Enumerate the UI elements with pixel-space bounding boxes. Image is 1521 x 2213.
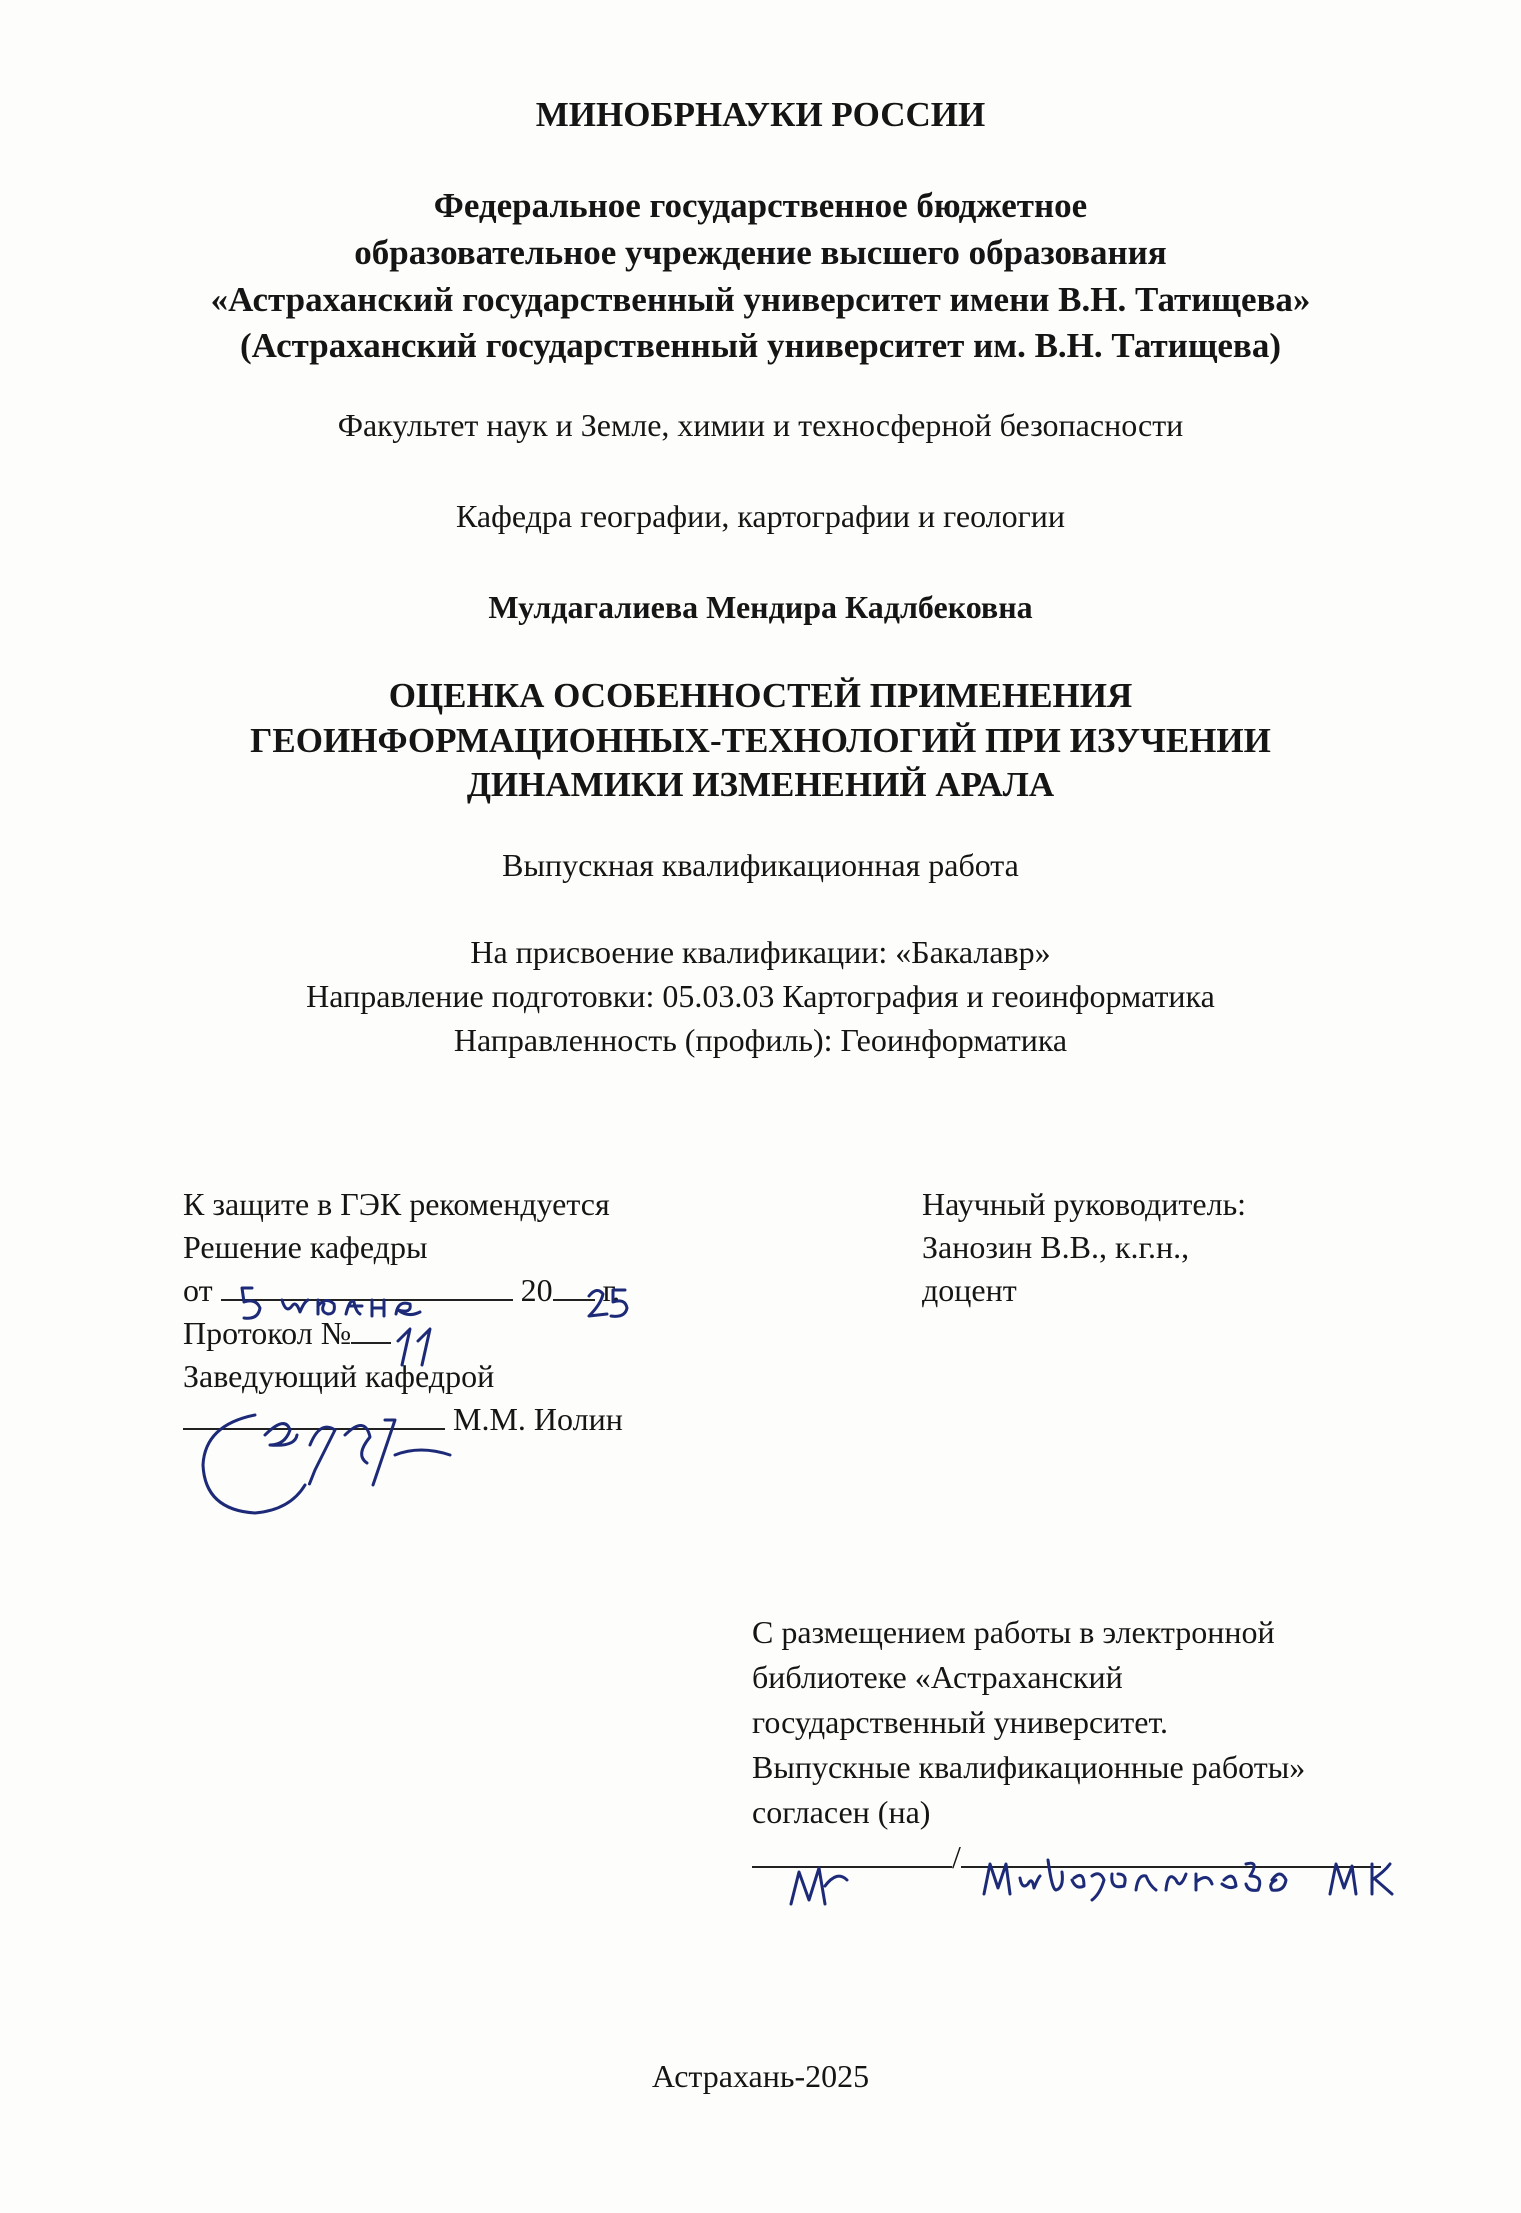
library-consent-line-2: библиотеке «Астраханский xyxy=(752,1659,1123,1695)
org-line-2: образовательное учреждение высшего образования xyxy=(354,233,1167,272)
library-signature-row xyxy=(752,1835,1381,1880)
date-from-prefix: от xyxy=(183,1272,213,1308)
thesis-title-line-1: ОЦЕНКА ОСОБЕННОСТЕЙ ПРИМЕНЕНИЯ xyxy=(388,676,1133,715)
head-signature-row xyxy=(183,1398,623,1441)
student-name-blank xyxy=(961,1836,1381,1868)
defense-recommended: К защите в ГЭК рекомендуется xyxy=(183,1186,610,1222)
author-name: Мулдагалиева Мендира Кадлбековна xyxy=(488,589,1033,625)
supervisor-block xyxy=(922,1183,1246,1312)
defense-decision: Решение кафедры xyxy=(183,1229,428,1265)
org-line-3: «Астраханский государственный университет имени В.Н. Татищева» xyxy=(210,280,1311,319)
qualification-direction: Направление подготовки: 05.03.03 Картография и геоинформатика xyxy=(306,978,1215,1014)
student-signature-blank xyxy=(752,1836,952,1868)
qualification-profile: Направленность (профиль): Геоинформатика xyxy=(453,1022,1068,1058)
work-type: Выпускная квалификационная работа xyxy=(502,847,1019,883)
library-consent-line-5: согласен (на) xyxy=(752,1794,931,1830)
date-blank xyxy=(221,1269,513,1301)
city-year: Астрахань-2025 xyxy=(651,2058,870,2094)
library-consent-line-3: государственный университет. xyxy=(752,1704,1169,1740)
qualification-degree: На присвоение квалификации: «Бакалавр» xyxy=(470,934,1051,970)
thesis-title-line-3: ДИНАМИКИ ИЗМЕНЕНИЙ АРАЛА xyxy=(466,765,1055,804)
signature-separator: / xyxy=(952,1839,961,1875)
defense-date-row xyxy=(183,1269,623,1312)
supervisor-position: доцент xyxy=(922,1272,1017,1308)
head-signature-blank xyxy=(183,1398,445,1430)
department-line: Кафедра географии, картографии и геологии xyxy=(455,498,1065,534)
protocol-row xyxy=(183,1312,623,1355)
org-line-4: (Астраханский государственный университет им. В.Н. Татищева) xyxy=(240,326,1281,365)
head-name: М.М. Иолин xyxy=(453,1401,623,1437)
protocol-prefix: Протокол № xyxy=(183,1315,352,1351)
year-blank xyxy=(553,1269,595,1301)
org-line-1: Федеральное государственное бюджетное xyxy=(433,186,1088,225)
year-prefix: 20 xyxy=(520,1272,553,1308)
head-label: Заведующий кафедрой xyxy=(183,1358,495,1394)
faculty-line: Факультет наук и Земле, химии и техносферной безопасности xyxy=(337,407,1184,443)
year-suffix: г. xyxy=(602,1272,621,1308)
supervisor-label: Научный руководитель: xyxy=(922,1186,1247,1222)
library-consent-line-1: С размещением работы в электронной xyxy=(752,1614,1275,1650)
defense-block xyxy=(183,1183,623,1441)
supervisor-name: Занозин В.В., к.г.н., xyxy=(922,1229,1190,1265)
thesis-title-line-2: ГЕОИНФОРМАЦИОННЫХ-ТЕХНОЛОГИЙ ПРИ ИЗУЧЕНИИ xyxy=(250,721,1271,760)
library-consent-line-4: Выпускные квалификационные работы» xyxy=(752,1749,1306,1785)
library-consent-block xyxy=(752,1610,1381,1880)
ministry-heading: МИНОБРНАУКИ РОССИИ xyxy=(535,95,986,134)
protocol-blank xyxy=(351,1312,391,1344)
